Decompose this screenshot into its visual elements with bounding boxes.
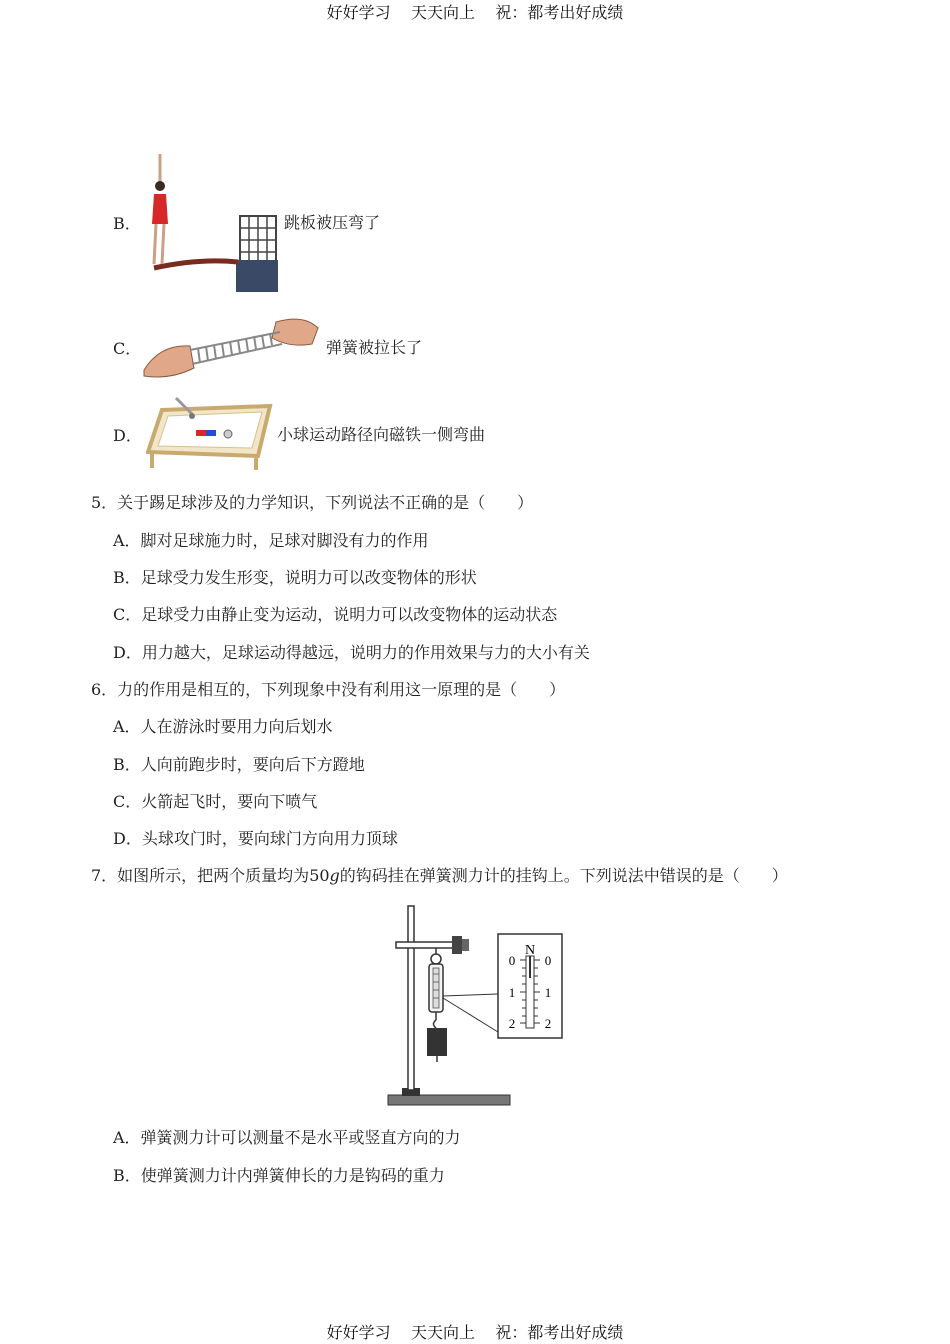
q5-stem: 5．关于踢足球涉及的力学知识，下列说法不正确的是（ ）: [91, 493, 534, 512]
q6-option-c: C．火箭起飞时，要向下喷气: [113, 792, 318, 811]
diver-springboard-image: [140, 152, 280, 294]
q5-option-a: A．脚对足球施力时，足球对脚没有力的作用: [113, 531, 429, 550]
q4-option-d-caption: 小球运动路径向磁铁一侧弯曲: [277, 425, 486, 444]
scale-right-tick-2: 2: [544, 1016, 552, 1031]
q7-option-b: B．使弹簧测力计内弹簧伸长的力是钩码的重力: [113, 1166, 445, 1185]
q5-option-d: D．用力越大，足球运动得越远，说明力的作用效果与力的大小有关: [113, 643, 590, 662]
scale-left-tick-1: 1: [508, 985, 516, 1000]
scale-left-tick-2: 2: [508, 1016, 516, 1031]
q5-option-b: B．足球受力发生形变，说明力可以改变物体的形状: [113, 568, 477, 587]
q4-option-c-caption: 弹簧被拉长了: [326, 338, 423, 357]
q6-option-d: D．头球攻门时，要向球门方向用力顶球: [113, 829, 398, 848]
scale-left-tick-0: 0: [508, 953, 516, 968]
q7-stem-after: 的钩码挂在弹簧测力计的挂钩上。下列说法中错误的是（ ）: [339, 866, 788, 885]
spring-stretched-image: [140, 314, 322, 380]
page-footer: 好好学习 天天向上 祝：都考出好成绩: [326, 1323, 624, 1342]
q5-option-c: C．足球受力由静止变为运动，说明力可以改变物体的运动状态: [113, 605, 558, 624]
scale-right-tick-1: 1: [544, 985, 552, 1000]
scale-unit-label: N: [524, 943, 536, 958]
q7-stem-before: 7．如图所示，把两个质量均为: [91, 866, 310, 885]
q7-option-a: A．弹簧测力计可以测量不是水平或竖直方向的力: [113, 1128, 461, 1147]
q4-option-b-label: B．: [113, 214, 141, 233]
q6-option-b: B．人向前跑步时，要向后下方蹬地: [113, 755, 365, 774]
q7-mass-value: 50: [309, 866, 330, 885]
q6-stem: 6．力的作用是相互的，下列现象中没有利用这一原理的是（ ）: [91, 680, 566, 699]
q7-mass-unit: g: [329, 866, 340, 885]
spring-scale-stand-figure: [386, 902, 566, 1110]
q4-option-d-label: D．: [113, 426, 142, 445]
q4-option-b-caption: 跳板被压弯了: [284, 213, 381, 232]
q4-option-c-label: C．: [113, 339, 142, 358]
q6-option-a: A．人在游泳时要用力向后划水: [113, 717, 333, 736]
scale-right-tick-0: 0: [544, 953, 552, 968]
q7-stem: [91, 866, 788, 886]
ball-magnet-tray-image: [146, 394, 274, 472]
page-header: 好好学习 天天向上 祝：都考出好成绩: [326, 3, 624, 22]
